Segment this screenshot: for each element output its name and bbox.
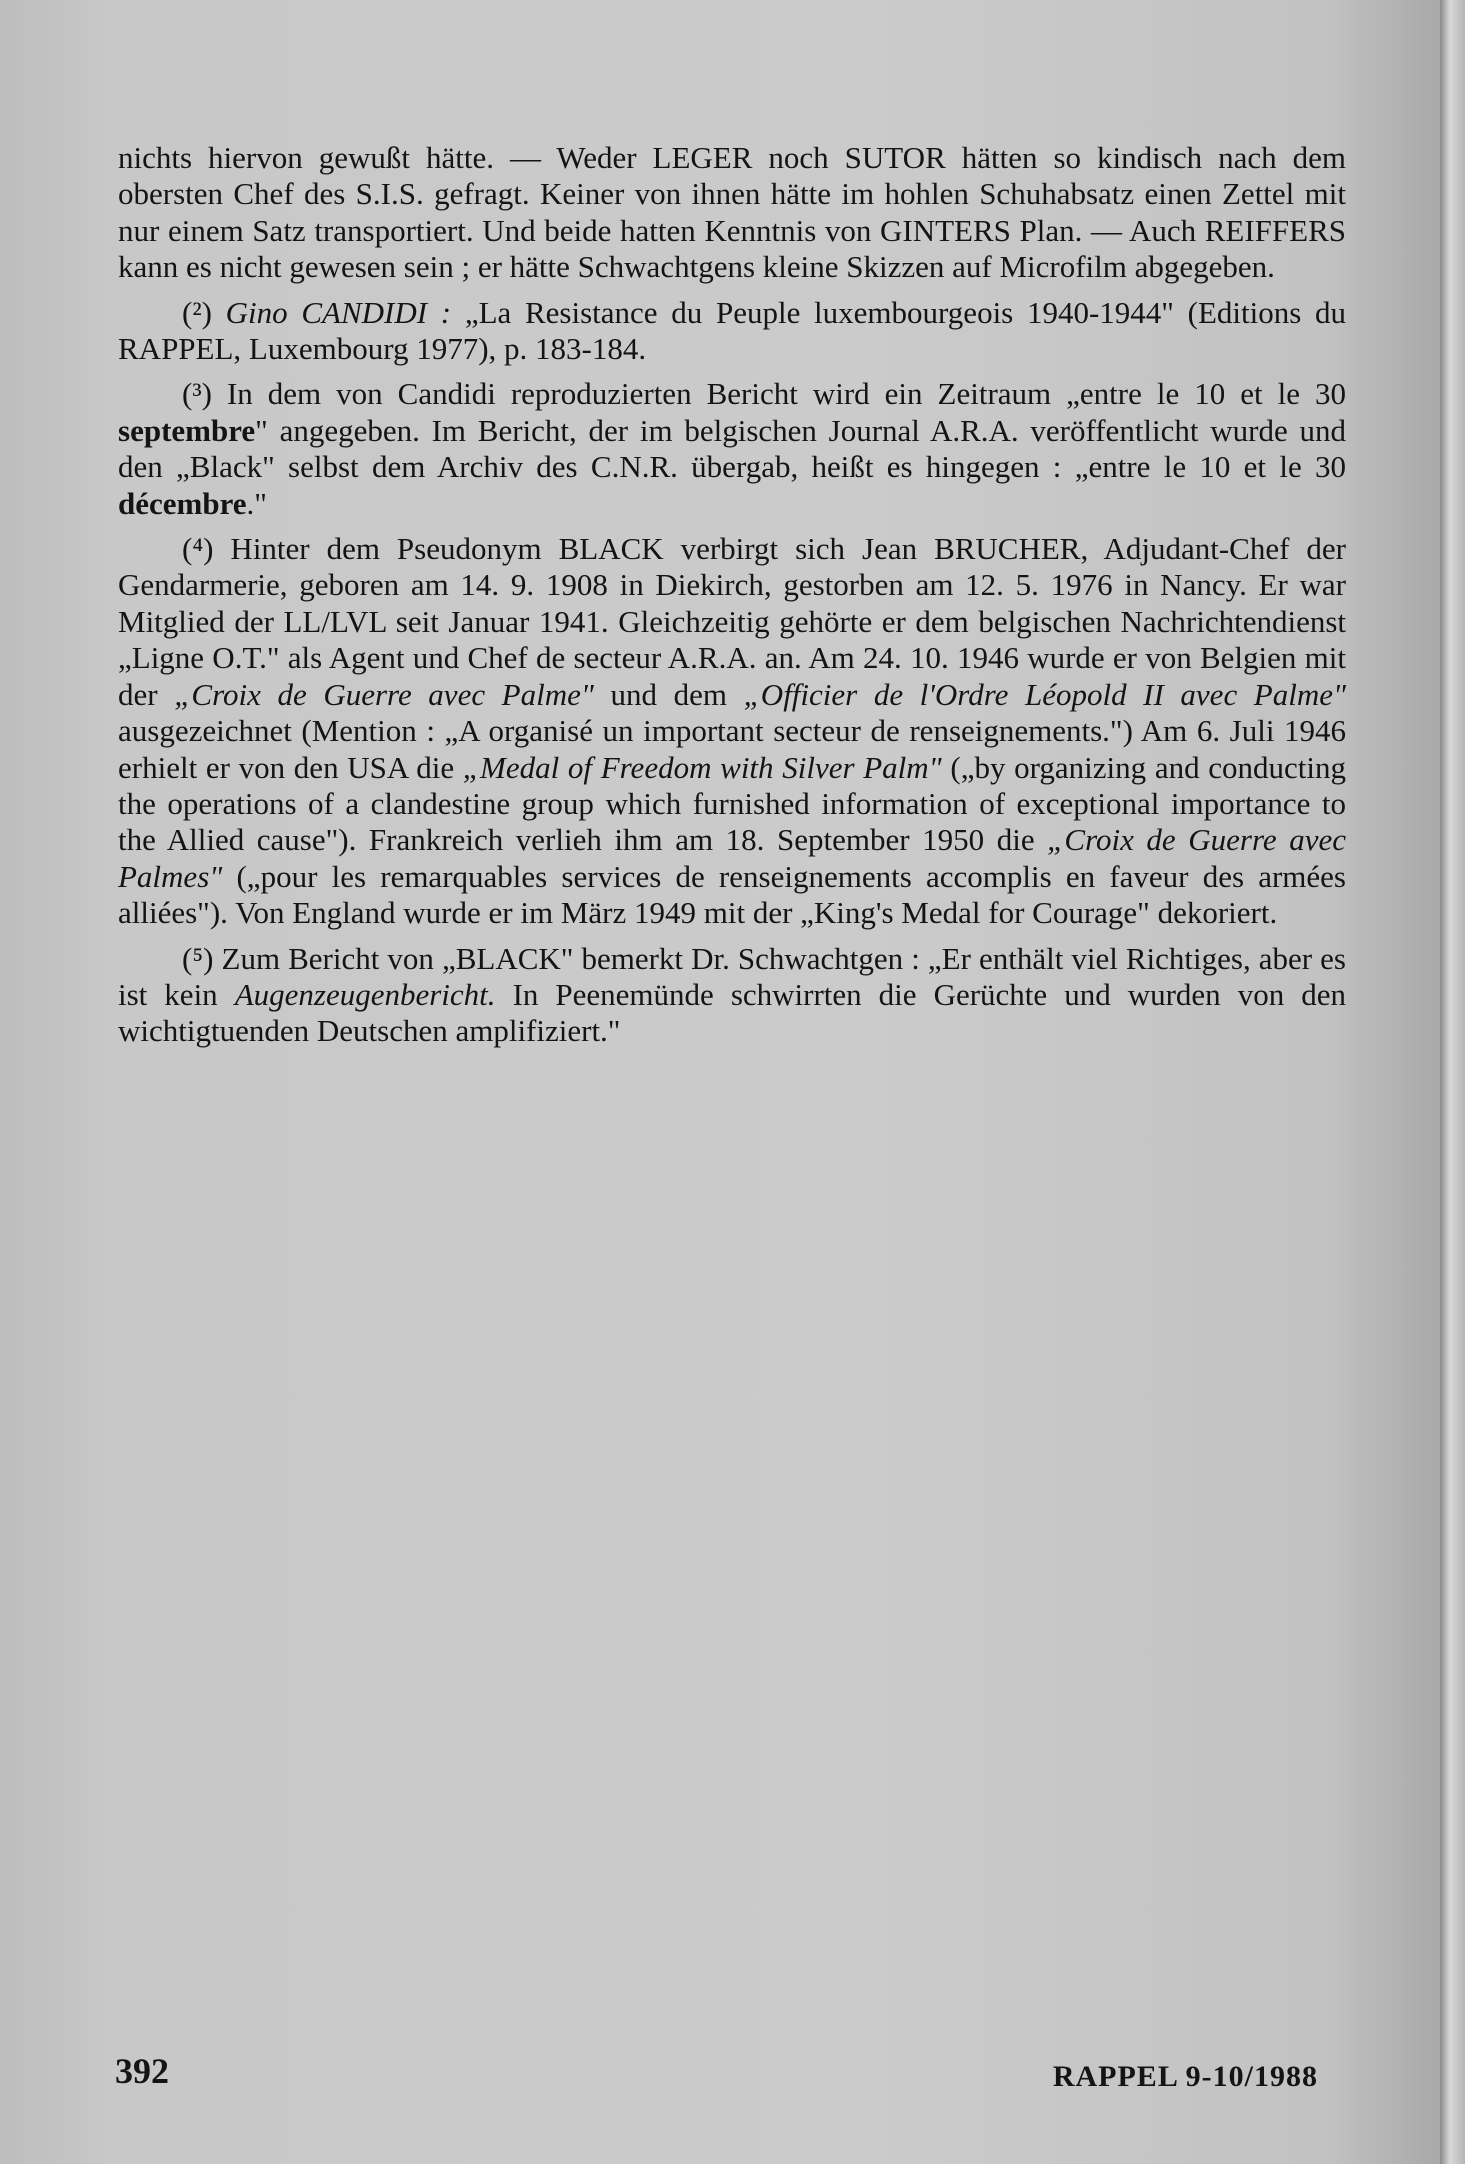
footnote-text: Hinter dem Pseudonym BLACK verbirgt sich Jean BRUCHER, Adjudant-Chef der Gendarmerie, geboren am 14. 9. 1908 in Diekirch, gestorben am 12. 5. 1976 in Nancy. Er war Mitglied der LL/LVL seit Januar 1941. Gleichzeitig gehörte er dem belgischen Nachrichtendienst „Ligne O.T." als Agent und Chef de secteur A.R.A. an. Am 24. 10. 1946 wurde er von Belgien mit der — [118, 531, 1346, 712]
footnote-text: und dem — [593, 676, 744, 712]
footnote-text: ausgezeichnet (Mention : „A organisé un important secteur de renseignements.") Am 6. Juli 1946 erhielt er von den USA die — [118, 713, 1346, 785]
footnote-text: ." — [246, 485, 267, 521]
emphasis-italic: Augenzeugenbericht. — [234, 976, 496, 1012]
continuation-text: nichts hiervon gewußt hätte. — Weder LEGER noch SUTOR hätten so kindisch nach dem obersten Chef des S.I.S. gefragt. Keiner von ihnen hätte im hohlen Schuhabsatz einen Zettel mit nur einem Satz transportiert. Und beide hatten Kenntnis von GINTERS Plan. — Auch REIFFERS kann es nicht gewesen sein ; er hätte Schwachtgens kleine Skizzen auf Microfilm abgegeben. — [118, 140, 1346, 285]
paragraph-continuation — [118, 140, 1346, 286]
award-title: „Medal of Freedom with Silver Palm" — [462, 749, 942, 785]
footnote-number: (³) — [182, 376, 212, 412]
award-title: „Officier de l'Ordre Léopold II avec Palme" — [743, 676, 1347, 712]
page-number: 392 — [115, 2051, 169, 2091]
footnotes-text — [118, 140, 1346, 1059]
footnote-5 — [118, 941, 1346, 1050]
emphasis-bold: décembre — [118, 485, 247, 521]
emphasis-bold: septembre — [118, 412, 256, 448]
footnote-text: " angegeben. Im Bericht, der im belgischen Journal A.R.A. veröffentlicht wurde und den „Black" selbst dem Archiv des C.N.R. übergab, heißt es hingegen : „entre le 10 et le 30 — [118, 412, 1346, 485]
award-title: „Croix de Guerre avec Palmes" — [118, 822, 1346, 894]
footnote-author: Gino CANDIDI : — [225, 294, 452, 330]
footnote-number: (⁵) — [182, 940, 214, 976]
footnote-text: („pour les remarquables services de renseignements accomplis en faveur des armées alliées"). Von England wurde er im März 1949 mit der „King's Medal for Courage" dekoriert. — [118, 858, 1346, 931]
footnote-text: („by organizing and conducting the operations of a clandestine group which furnished information of exceptional importance to the Allied cause"). Frankreich verlieh ihm am 18. September 1950 die — [118, 749, 1347, 858]
footnote-2 — [118, 295, 1346, 368]
award-title: „Croix de Guerre avec Palme" — [174, 676, 594, 712]
footnote-text: „La Resistance du Peuple luxembourgeois 1940-1944" (Editions du RAPPEL, Luxembourg 1977), p. 183-184. — [118, 294, 1347, 367]
book-gutter — [1440, 0, 1465, 2164]
journal-reference: RAPPEL 9-10/1988 — [1052, 2060, 1318, 2093]
footnote-number: (⁴) — [182, 531, 214, 567]
footnote-text: Zum Bericht von „BLACK" bemerkt Dr. Schwachtgen : „Er enthält viel Richtiges, aber es ist kein — [118, 940, 1346, 1012]
footnote-number: (²) — [182, 294, 212, 330]
footnote-text: In Peenemünde schwirrten die Gerüchte und wurden von den wichtigtuenden Deutschen amplifiziert." — [118, 976, 1346, 1049]
footnote-3 — [118, 376, 1346, 522]
footnote-4 — [118, 531, 1346, 931]
footnote-text: In dem von Candidi reproduzierten Bericht wird ein Zeitraum „entre le 10 et le 30 — [211, 376, 1346, 412]
